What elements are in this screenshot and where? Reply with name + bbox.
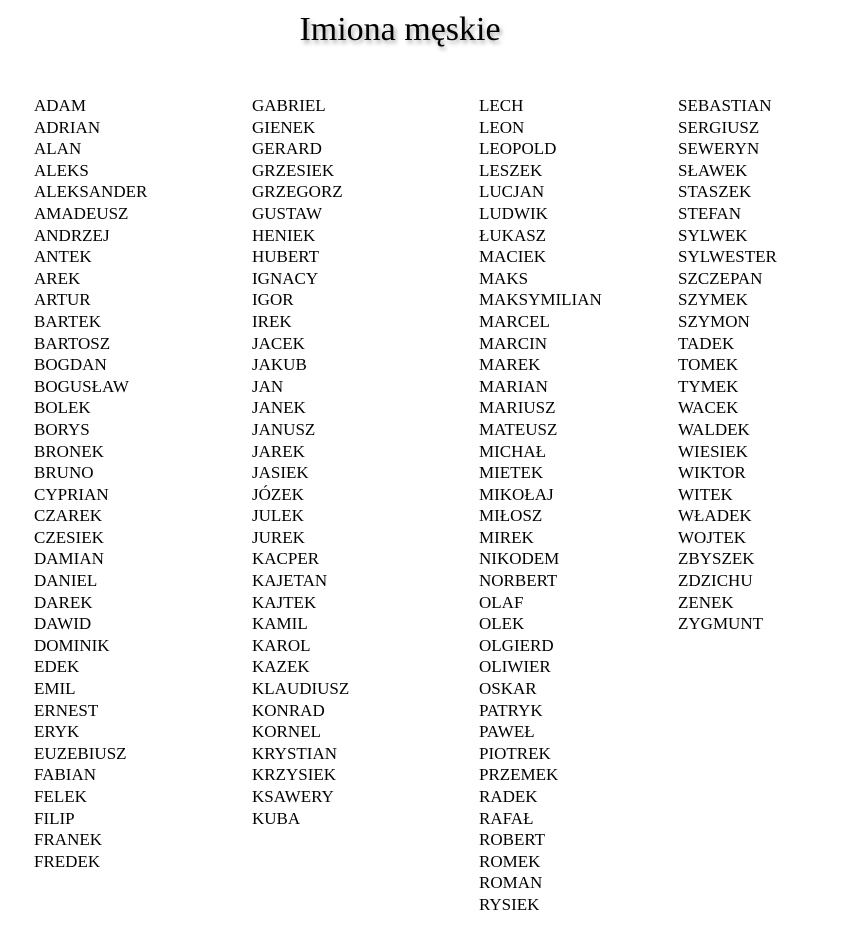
name-item: KAZEK <box>252 657 310 677</box>
name-item: DAWID <box>34 614 92 634</box>
name-item: IGOR <box>252 290 294 310</box>
name-item: MIREK <box>479 527 534 547</box>
name-item: ANTEK <box>34 247 92 267</box>
name-item: DANIEL <box>34 571 98 591</box>
name-item: JACEK <box>252 333 305 353</box>
name-item: OLEK <box>479 614 525 634</box>
name-item: SZYMEK <box>678 290 748 310</box>
name-item: EDEK <box>34 657 80 677</box>
name-item: KRYSTIAN <box>252 743 338 763</box>
name-item: MAKS <box>479 268 529 288</box>
name-item: JULEK <box>252 506 304 526</box>
name-item: GABRIEL <box>252 96 326 115</box>
name-item: KLAUDIUSZ <box>252 679 350 699</box>
name-item: SYLWESTER <box>678 247 777 267</box>
name-item: KUBA <box>252 808 301 828</box>
name-item: WŁADEK <box>678 506 752 526</box>
name-item: LUCJAN <box>479 182 545 202</box>
name-item: KAMIL <box>252 614 308 634</box>
name-item: HENIEK <box>252 225 316 245</box>
name-item: OSKAR <box>479 679 537 699</box>
name-item: FABIAN <box>34 765 97 785</box>
name-item: CYPRIAN <box>34 484 109 504</box>
name-item: ANDRZEJ <box>34 225 110 245</box>
name-item: KORNEL <box>252 722 321 742</box>
name-item: CZAREK <box>34 506 102 526</box>
name-item: GRZEGORZ <box>252 182 343 202</box>
names-column-4 <box>678 95 777 635</box>
name-item: ARTUR <box>34 290 91 310</box>
name-item: GRZESIEK <box>252 160 335 180</box>
name-item: EMIL <box>34 679 76 699</box>
name-item: ALAN <box>34 139 82 159</box>
name-item: JAREK <box>252 441 305 461</box>
name-item: WITEK <box>678 484 733 504</box>
name-item: OLGIERD <box>479 635 554 655</box>
name-item: PRZEMEK <box>479 765 559 785</box>
name-item: ŁUKASZ <box>479 225 547 245</box>
name-item: AMADEUSZ <box>34 203 129 223</box>
name-item: OLIWIER <box>479 657 551 677</box>
name-item: ALEKS <box>34 160 89 180</box>
name-item: MAREK <box>479 355 541 375</box>
name-item: LESZEK <box>479 160 543 180</box>
name-item: JASIEK <box>252 463 309 483</box>
name-item: BARTOSZ <box>34 333 111 353</box>
name-item: LEON <box>479 117 525 137</box>
name-item: SEBASTIAN <box>678 96 772 115</box>
name-item: ERYK <box>34 722 80 742</box>
name-item: FELEK <box>34 787 87 806</box>
name-item: EUZEBIUSZ <box>34 743 127 763</box>
names-column-1 <box>34 95 147 872</box>
name-item: BRONEK <box>34 441 104 461</box>
name-item: ADRIAN <box>34 117 101 137</box>
name-item: JAKUB <box>252 355 307 375</box>
name-item: PAWEŁ <box>479 722 535 742</box>
name-item: SERGIUSZ <box>678 117 760 137</box>
name-item: BOGDAN <box>34 355 107 375</box>
name-item: PATRYK <box>479 700 543 720</box>
name-item: STASZEK <box>678 182 752 202</box>
name-item: LEOPOLD <box>479 139 557 159</box>
name-item: TYMEK <box>678 376 739 396</box>
name-item: CZESIEK <box>34 527 104 547</box>
name-item: BOLEK <box>34 398 91 418</box>
name-item: BARTEK <box>34 311 101 331</box>
name-item: ZDZICHU <box>678 571 753 591</box>
name-item: SYLWEK <box>678 225 748 245</box>
name-item: JUREK <box>252 527 305 547</box>
name-item: PIOTREK <box>479 743 551 763</box>
name-item: MICHAŁ <box>479 441 547 461</box>
name-item: AREK <box>34 268 81 288</box>
name-item: WALDEK <box>678 419 750 439</box>
name-item: STEFAN <box>678 203 741 223</box>
name-item: ROBERT <box>479 830 546 850</box>
name-item: ROMEK <box>479 851 541 871</box>
name-item: KAJETAN <box>252 571 328 591</box>
name-item: BORYS <box>34 419 90 439</box>
name-item: BRUNO <box>34 463 94 483</box>
name-item: MAKSYMILIAN <box>479 290 602 310</box>
name-item: KONRAD <box>252 700 325 720</box>
name-item: KAJTEK <box>252 592 317 612</box>
name-item: ERNEST <box>34 700 99 720</box>
name-item: GIENEK <box>252 117 316 137</box>
name-item: FRANEK <box>34 830 103 850</box>
name-item: WIKTOR <box>678 463 746 483</box>
name-item: MARCIN <box>479 333 548 353</box>
name-item: BOGUSŁAW <box>34 376 129 396</box>
name-item: MARCEL <box>479 311 550 331</box>
name-item: FILIP <box>34 808 75 828</box>
name-item: SEWERYN <box>678 139 760 159</box>
name-item: DAREK <box>34 592 93 612</box>
name-item: GERARD <box>252 139 322 159</box>
name-item: SZCZEPAN <box>678 268 763 288</box>
name-item: WACEK <box>678 398 739 418</box>
names-column-3 <box>479 95 602 916</box>
name-item: MIŁOSZ <box>479 506 543 526</box>
page-title: Imiona męskie <box>299 11 501 48</box>
name-item: JAN <box>252 376 284 396</box>
name-item: JANEK <box>252 398 306 418</box>
names-column-2 <box>252 95 349 829</box>
name-item: ZENEK <box>678 592 734 612</box>
name-item: NORBERT <box>479 571 558 591</box>
name-item: KRZYSIEK <box>252 765 337 785</box>
name-item: ADAM <box>34 96 86 115</box>
name-item: RYSIEK <box>479 894 540 914</box>
name-item: ZBYSZEK <box>678 549 755 569</box>
name-item: JANUSZ <box>252 419 316 439</box>
name-item: JÓZEK <box>252 484 304 504</box>
name-item: RAFAŁ <box>479 808 534 828</box>
name-item: ROMAN <box>479 873 543 893</box>
name-item: RADEK <box>479 787 538 806</box>
name-item: ZYGMUNT <box>678 614 763 634</box>
name-item: SŁAWEK <box>678 160 748 180</box>
name-item: DAMIAN <box>34 549 104 569</box>
name-item: IREK <box>252 311 292 331</box>
name-item: MARIUSZ <box>479 398 556 418</box>
name-item: LUDWIK <box>479 203 548 223</box>
name-item: GUSTAW <box>252 203 322 223</box>
name-item: DOMINIK <box>34 635 110 655</box>
name-item: NIKODEM <box>479 549 560 569</box>
name-item: MACIEK <box>479 247 547 267</box>
name-item: KSAWERY <box>252 787 334 806</box>
name-item: LECH <box>479 96 524 115</box>
name-item: MIETEK <box>479 463 544 483</box>
name-item: FREDEK <box>34 851 101 871</box>
name-item: WOJTEK <box>678 527 746 547</box>
name-item: WIESIEK <box>678 441 748 461</box>
name-item: ALEKSANDER <box>34 182 148 202</box>
name-item: KAROL <box>252 635 311 655</box>
name-item: MIKOŁAJ <box>479 484 554 504</box>
name-item: MATEUSZ <box>479 419 558 439</box>
name-item: SZYMON <box>678 311 750 331</box>
name-item: KACPER <box>252 549 320 569</box>
name-item: TADEK <box>678 333 735 353</box>
name-item: MARIAN <box>479 376 548 396</box>
name-item: HUBERT <box>252 247 319 267</box>
name-item: IGNACY <box>252 268 319 288</box>
name-item: TOMEK <box>678 355 739 375</box>
name-item: OLAF <box>479 592 524 612</box>
